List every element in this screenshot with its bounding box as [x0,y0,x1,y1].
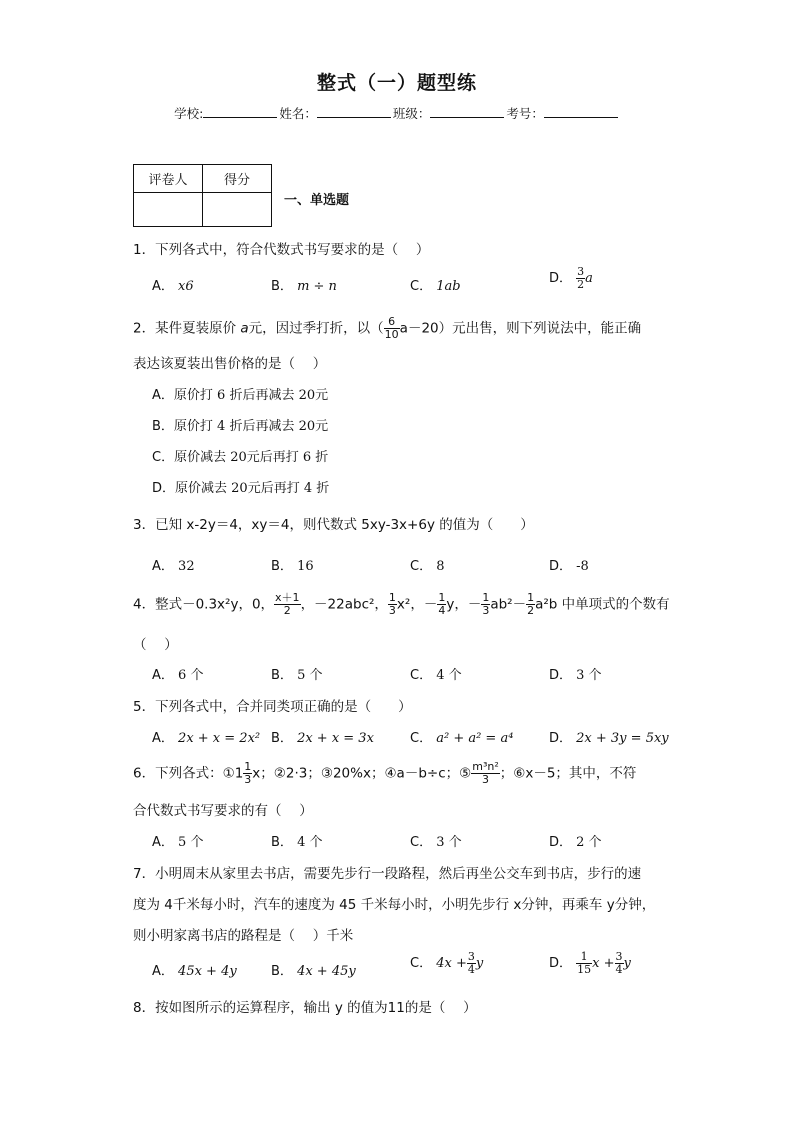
q6-option-c[interactable]: C． 3 个 [410,835,462,850]
q6-option-d[interactable]: D． 2 个 [549,835,602,850]
question-2-stem-line2: 表达该夏装出售价格的是（ ） [133,356,327,372]
q2-option-c[interactable]: C．原价减去 20元后再打 6 折 [152,450,329,465]
q3-option-c[interactable]: C． 8 [410,559,445,574]
q7-option-c[interactable]: C． 4x + $\frac{3}{4}$ y [410,950,484,976]
question-7-stem-line1: 7．小明周末从家里去书店，需要先步行一段路程，然后再坐公交车到书店，步行的速 [133,866,642,882]
q5-option-c[interactable]: C． a² + a² = a⁴ [410,731,514,746]
q3-option-a[interactable]: A． 32 [152,559,195,574]
q4-option-c[interactable]: C． 4 个 [410,668,462,683]
question-2-stem: 2．某件夏装原价 a元，因过季打折，以（ $\frac{6}{10}$ a－20）元出售，则下列说法中，能正确 [133,315,642,341]
q5-option-d[interactable]: D． 2x + 3y = 5xy [549,731,669,746]
q2-option-d[interactable]: D．原价减去 20元后再打 4 折 [152,481,330,496]
exam-no-label: 考号： [506,106,544,121]
question-3-stem: 3．已知 x-2y＝4，xy＝4，则代数式 5xy-3x+6y 的值为（ ） [133,517,534,533]
q6-option-a[interactable]: A． 5 个 [152,835,204,850]
question-6-stem: 6．下列各式：①1 $\frac{1}{3}$ x；②2·3；③20%x；④a－b÷c；⑤ $\frac{\text{m³n²}}{3}$ ；⑥x－5；其中，不符 [133,760,637,786]
fraction: $\frac{3}{4}$ [615,950,623,976]
school-blank[interactable] [203,105,277,118]
q1-option-b[interactable]: B． m ÷ n [271,279,337,294]
q4-option-b[interactable]: B． 5 个 [271,668,323,683]
q6-option-b[interactable]: B． 4 个 [271,835,323,850]
class-label: 班级： [392,106,431,121]
question-5-stem: 5．下列各式中，合并同类项正确的是（ ） [133,699,412,715]
fraction: $\frac{1}{3}$ [244,760,252,786]
fraction: $\frac{1}{3}$ [482,591,490,617]
exam-no-blank[interactable] [544,105,618,118]
q5-option-a[interactable]: A． 2x + x = 2x² [152,731,261,746]
question-4-stem-line2: （ ） [133,637,178,653]
student-info-line [0,104,794,122]
q4-option-a[interactable]: A． 6 个 [152,668,204,683]
fraction: $\frac{1}{3}$ [388,591,396,617]
score-header: 得分 [203,165,272,193]
name-blank[interactable] [317,105,391,118]
class-blank[interactable] [430,105,504,118]
name-label: 姓名： [279,106,317,121]
question-1-stem: 1．下列各式中，符合代数式书写要求的是（ ） [133,242,430,258]
question-6-stem-line2: 合代数式书写要求的有（ ） [133,803,313,819]
q1-option-d[interactable]: D． $\frac{3}{2}$ a [549,265,593,291]
q7-option-d[interactable]: D． $\frac{1}{15}$ x + $\frac{3}{4}$ y [549,950,631,976]
grader-cell[interactable] [134,193,203,227]
fraction: $\frac{1}{15}$ [577,950,592,976]
score-table [133,164,272,227]
question-8-stem: 8．按如图所示的运算程序，输出 y 的值为11的是（ ） [133,1000,477,1016]
q7-option-a[interactable]: A． 45x + 4y [152,964,237,979]
q3-option-b[interactable]: B． 16 [271,559,314,574]
section-title: 一、单选题 [284,193,350,208]
school-label: 学校: [174,106,204,121]
q3-option-d[interactable]: D． -8 [549,559,589,574]
fraction: $\frac{\text{m³n²}}{3}$ [472,760,499,786]
q7-option-b[interactable]: B． 4x + 45y [271,964,356,979]
fraction: $\frac{6}{10}$ [384,315,399,341]
grader-header: 评卷人 [134,165,203,193]
q2-option-a[interactable]: A．原价打 6 折后再减去 20元 [152,388,329,403]
q1-option-c[interactable]: C． 1ab [410,279,461,294]
fraction: $\frac{3}{4}$ [467,950,475,976]
question-7-stem-line3: 则小明家离书店的路程是（ ）千米 [133,928,354,944]
score-cell[interactable] [203,193,272,227]
fraction: $\frac{1}{2}$ [527,591,535,617]
q2-option-b[interactable]: B．原价打 4 折后再减去 20元 [152,419,329,434]
question-7-stem-line2: 度为 4千米每小时，汽车的速度为 45 千米每小时，小明先步行 x分钟，再乘车 y分钟， [133,897,656,913]
q1-option-a[interactable]: A． x6 [152,279,194,294]
q5-option-b[interactable]: B． 2x + x = 3x [271,731,374,746]
fraction: $\frac{3}{2}$ [577,265,585,291]
question-4-stem: 4．整式－0.3x²y，0， $\frac{x+1}{2}$ ，－22abc²， $\frac{1}{3}$ x²，－ $\frac{1}{4}$ y，－ $\frac{1}{3}$ ab²－ $\frac{1}{2}$ a²b 中单项式的个数有 [133,591,670,617]
fraction: $\frac{x+1}{2}$ [275,591,300,617]
fraction: $\frac{1}{4}$ [438,591,446,617]
q4-option-d[interactable]: D． 3 个 [549,668,602,683]
page-title: 整式（一）题型练 [316,72,477,94]
